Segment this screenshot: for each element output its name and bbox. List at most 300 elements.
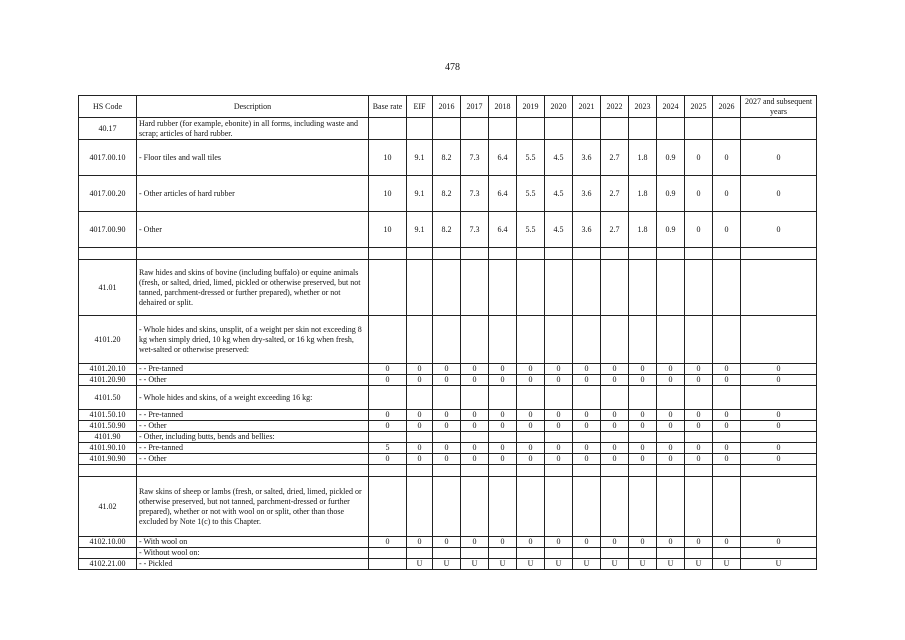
- rate-cell: [629, 548, 657, 559]
- column-header: 2017: [461, 96, 489, 118]
- rate-cell: U: [629, 559, 657, 570]
- rate-cell: [741, 432, 817, 443]
- rate-cell: [573, 316, 601, 364]
- table-row: [79, 118, 817, 140]
- table-row: [79, 443, 817, 454]
- table-header-row: [79, 96, 817, 118]
- description-cell: Raw hides and skins of bovine (including buffalo) or equine animals (fresh, or salted, dried, limed, pickled or otherwise preserved, but not tanned, parchment-dressed or further prepared), whether or not dehaired or split.: [137, 260, 369, 316]
- rate-cell: U: [545, 559, 573, 570]
- rate-cell: 0: [713, 537, 741, 548]
- rate-cell: 8.2: [433, 212, 461, 248]
- column-header: 2026: [713, 96, 741, 118]
- hs-code-cell: [79, 248, 137, 260]
- rate-cell: 5.5: [517, 212, 545, 248]
- rate-cell: U: [601, 559, 629, 570]
- hs-code-cell: 4102.10.00: [79, 537, 137, 548]
- tariff-schedule-table: [78, 95, 817, 570]
- rate-cell: [629, 386, 657, 410]
- rate-cell: [713, 248, 741, 260]
- rate-cell: [517, 477, 545, 537]
- rate-cell: [489, 260, 517, 316]
- rate-cell: [601, 477, 629, 537]
- description-cell: - - Pre-tanned: [137, 410, 369, 421]
- rate-cell: [657, 248, 685, 260]
- rate-cell: [433, 386, 461, 410]
- rate-cell: [489, 548, 517, 559]
- rate-cell: [713, 432, 741, 443]
- rate-cell: 0: [461, 421, 489, 432]
- rate-cell: [461, 477, 489, 537]
- rate-cell: [369, 386, 407, 410]
- rate-cell: 0: [407, 364, 433, 375]
- rate-cell: 0: [741, 212, 817, 248]
- rate-cell: U: [517, 559, 545, 570]
- column-header: 2018: [489, 96, 517, 118]
- rate-cell: 0: [685, 421, 713, 432]
- rate-cell: 0: [369, 364, 407, 375]
- rate-cell: 0: [573, 364, 601, 375]
- rate-cell: [517, 248, 545, 260]
- rate-cell: 0: [545, 375, 573, 386]
- rate-cell: [713, 260, 741, 316]
- rate-cell: [685, 316, 713, 364]
- rate-cell: [433, 548, 461, 559]
- rate-cell: [433, 477, 461, 537]
- rate-cell: [629, 432, 657, 443]
- rate-cell: [407, 316, 433, 364]
- column-header: Base rate: [369, 96, 407, 118]
- description-cell: - With wool on: [137, 537, 369, 548]
- rate-cell: 0: [713, 364, 741, 375]
- rate-cell: 0: [489, 454, 517, 465]
- rate-cell: 0: [517, 537, 545, 548]
- rate-cell: 0: [685, 140, 713, 176]
- rate-cell: 0: [573, 375, 601, 386]
- rate-cell: 0: [741, 421, 817, 432]
- rate-cell: [369, 118, 407, 140]
- column-header: 2021: [573, 96, 601, 118]
- rate-cell: [489, 248, 517, 260]
- rate-cell: [685, 477, 713, 537]
- rate-cell: [461, 316, 489, 364]
- rate-cell: [461, 386, 489, 410]
- rate-cell: 0: [545, 537, 573, 548]
- rate-cell: 0: [433, 410, 461, 421]
- rate-cell: 0: [713, 443, 741, 454]
- rate-cell: [741, 386, 817, 410]
- rate-cell: 0: [601, 375, 629, 386]
- rate-cell: 0: [433, 421, 461, 432]
- rate-cell: 0: [741, 375, 817, 386]
- description-cell: - Other: [137, 212, 369, 248]
- rate-cell: 0: [517, 421, 545, 432]
- rate-cell: [629, 260, 657, 316]
- rate-cell: 0: [657, 410, 685, 421]
- rate-cell: 0: [573, 454, 601, 465]
- rate-cell: [489, 465, 517, 477]
- rate-cell: [461, 248, 489, 260]
- rate-cell: 0: [657, 537, 685, 548]
- rate-cell: 2.7: [601, 140, 629, 176]
- rate-cell: [369, 548, 407, 559]
- description-cell: - Whole hides and skins, unsplit, of a weight per skin not exceeding 8 kg when simply dried, 10 kg when dry-salted, or 16 kg when fresh, wet-salted or otherwise preserved:: [137, 316, 369, 364]
- column-header: 2024: [657, 96, 685, 118]
- rate-cell: [657, 548, 685, 559]
- rate-cell: 4.5: [545, 212, 573, 248]
- rate-cell: 0: [713, 140, 741, 176]
- column-header: 2027 and subsequent years: [741, 96, 817, 118]
- rate-cell: 0: [657, 364, 685, 375]
- rate-cell: 0: [741, 443, 817, 454]
- rate-cell: [369, 260, 407, 316]
- rate-cell: 0: [369, 421, 407, 432]
- rate-cell: [573, 260, 601, 316]
- rate-cell: 0: [407, 537, 433, 548]
- rate-cell: 8.2: [433, 140, 461, 176]
- table-row: [79, 432, 817, 443]
- hs-code-cell: 4101.50.10: [79, 410, 137, 421]
- rate-cell: 0: [489, 443, 517, 454]
- rate-cell: 0: [461, 443, 489, 454]
- rate-cell: 7.3: [461, 176, 489, 212]
- rate-cell: 2.7: [601, 212, 629, 248]
- hs-code-cell: 40.17: [79, 118, 137, 140]
- rate-cell: 0: [517, 410, 545, 421]
- rate-cell: 0: [685, 364, 713, 375]
- rate-cell: 0: [489, 375, 517, 386]
- rate-cell: [407, 465, 433, 477]
- rate-cell: [461, 432, 489, 443]
- rate-cell: 0: [629, 375, 657, 386]
- rate-cell: 0: [601, 421, 629, 432]
- rate-cell: 0: [407, 410, 433, 421]
- rate-cell: U: [407, 559, 433, 570]
- rate-cell: 0: [741, 176, 817, 212]
- rate-cell: [685, 465, 713, 477]
- rate-cell: [461, 548, 489, 559]
- rate-cell: [741, 118, 817, 140]
- rate-cell: [433, 248, 461, 260]
- rate-cell: [545, 316, 573, 364]
- rate-cell: [713, 118, 741, 140]
- rate-cell: [489, 316, 517, 364]
- rate-cell: 0.9: [657, 176, 685, 212]
- rate-cell: [573, 548, 601, 559]
- table-row: [79, 140, 817, 176]
- description-cell: - Without wool on:: [137, 548, 369, 559]
- rate-cell: 0: [573, 410, 601, 421]
- rate-cell: 0: [517, 364, 545, 375]
- rate-cell: [407, 118, 433, 140]
- rate-cell: [489, 386, 517, 410]
- rate-cell: [741, 465, 817, 477]
- rate-cell: [629, 248, 657, 260]
- rate-cell: [713, 477, 741, 537]
- rate-cell: 9.1: [407, 212, 433, 248]
- rate-cell: [407, 386, 433, 410]
- hs-code-cell: 4017.00.90: [79, 212, 137, 248]
- rate-cell: [407, 548, 433, 559]
- rate-cell: [433, 465, 461, 477]
- rate-cell: [741, 548, 817, 559]
- rate-cell: [713, 465, 741, 477]
- rate-cell: 0: [685, 410, 713, 421]
- rate-cell: 10: [369, 176, 407, 212]
- rate-cell: [545, 432, 573, 443]
- rate-cell: 0: [741, 364, 817, 375]
- rate-cell: 2.7: [601, 176, 629, 212]
- rate-cell: [601, 548, 629, 559]
- rate-cell: U: [433, 559, 461, 570]
- rate-cell: [741, 477, 817, 537]
- table-row: [79, 375, 817, 386]
- rate-cell: [517, 548, 545, 559]
- rate-cell: [601, 316, 629, 364]
- column-header: 2023: [629, 96, 657, 118]
- rate-cell: [545, 118, 573, 140]
- rate-cell: 0: [461, 537, 489, 548]
- table-row: [79, 465, 817, 477]
- hs-code-cell: 4101.90.10: [79, 443, 137, 454]
- rate-cell: 0: [369, 410, 407, 421]
- rate-cell: [601, 248, 629, 260]
- rate-cell: [573, 118, 601, 140]
- hs-code-cell: 4101.90.90: [79, 454, 137, 465]
- rate-cell: U: [489, 559, 517, 570]
- rate-cell: 0: [685, 537, 713, 548]
- hs-code-cell: 4102.21.00: [79, 559, 137, 570]
- hs-code-cell: 41.01: [79, 260, 137, 316]
- rate-cell: [741, 316, 817, 364]
- table-row: [79, 260, 817, 316]
- rate-cell: [407, 248, 433, 260]
- rate-cell: 0: [545, 410, 573, 421]
- rate-cell: U: [461, 559, 489, 570]
- rate-cell: [573, 248, 601, 260]
- rate-cell: 0: [461, 454, 489, 465]
- column-header: 2016: [433, 96, 461, 118]
- rate-cell: U: [685, 559, 713, 570]
- rate-cell: 0: [433, 375, 461, 386]
- rate-cell: 10: [369, 140, 407, 176]
- rate-cell: [573, 477, 601, 537]
- rate-cell: [713, 316, 741, 364]
- hs-code-cell: 4101.20.90: [79, 375, 137, 386]
- rate-cell: 0: [685, 443, 713, 454]
- rate-cell: [369, 248, 407, 260]
- table-row: [79, 454, 817, 465]
- rate-cell: [685, 248, 713, 260]
- rate-cell: [545, 386, 573, 410]
- rate-cell: [461, 465, 489, 477]
- rate-cell: 0: [461, 410, 489, 421]
- rate-cell: [713, 548, 741, 559]
- column-header: 2025: [685, 96, 713, 118]
- rate-cell: [741, 260, 817, 316]
- description-cell: - Other articles of hard rubber: [137, 176, 369, 212]
- rate-cell: [489, 477, 517, 537]
- rate-cell: [369, 477, 407, 537]
- rate-cell: 3.6: [573, 140, 601, 176]
- rate-cell: 0: [369, 454, 407, 465]
- rate-cell: 0: [545, 364, 573, 375]
- rate-cell: [685, 260, 713, 316]
- rate-cell: 0: [741, 410, 817, 421]
- rate-cell: [629, 477, 657, 537]
- description-cell: - - Pre-tanned: [137, 364, 369, 375]
- rate-cell: 0: [601, 443, 629, 454]
- hs-code-cell: 4017.00.10: [79, 140, 137, 176]
- rate-cell: 1.8: [629, 176, 657, 212]
- rate-cell: 0: [517, 375, 545, 386]
- rate-cell: [685, 432, 713, 443]
- rate-cell: [489, 118, 517, 140]
- description-cell: - - Pre-tanned: [137, 443, 369, 454]
- rate-cell: 0: [433, 537, 461, 548]
- rate-cell: [629, 316, 657, 364]
- table-row: [79, 537, 817, 548]
- table-row: [79, 316, 817, 364]
- rate-cell: [433, 316, 461, 364]
- hs-code-cell: 4101.20.10: [79, 364, 137, 375]
- rate-cell: [629, 118, 657, 140]
- rate-cell: 0: [741, 140, 817, 176]
- rate-cell: 0: [657, 375, 685, 386]
- rate-cell: [545, 248, 573, 260]
- rate-cell: 1.8: [629, 212, 657, 248]
- rate-cell: 0: [685, 454, 713, 465]
- column-header: EIF: [407, 96, 433, 118]
- rate-cell: 9.1: [407, 176, 433, 212]
- rate-cell: 0: [517, 454, 545, 465]
- rate-cell: [407, 260, 433, 316]
- rate-cell: [545, 548, 573, 559]
- rate-cell: 0: [489, 537, 517, 548]
- rate-cell: 0: [629, 421, 657, 432]
- rate-cell: 0: [573, 537, 601, 548]
- description-cell: - - Other: [137, 454, 369, 465]
- rate-cell: [407, 432, 433, 443]
- rate-cell: 0: [657, 421, 685, 432]
- rate-cell: [657, 477, 685, 537]
- table-row: [79, 248, 817, 260]
- rate-cell: 0: [433, 443, 461, 454]
- rate-cell: [517, 118, 545, 140]
- description-cell: - - Other: [137, 421, 369, 432]
- rate-cell: 3.6: [573, 176, 601, 212]
- rate-cell: [433, 260, 461, 316]
- rate-cell: [657, 386, 685, 410]
- rate-cell: [369, 316, 407, 364]
- table-row: [79, 212, 817, 248]
- rate-cell: 4.5: [545, 176, 573, 212]
- rate-cell: 0: [407, 375, 433, 386]
- rate-cell: 6.4: [489, 176, 517, 212]
- table-row: [79, 410, 817, 421]
- rate-cell: 0: [573, 443, 601, 454]
- rate-cell: [545, 477, 573, 537]
- rate-cell: [489, 432, 517, 443]
- rate-cell: [657, 316, 685, 364]
- rate-cell: U: [657, 559, 685, 570]
- description-cell: - Floor tiles and wall tiles: [137, 140, 369, 176]
- rate-cell: 0: [601, 364, 629, 375]
- rate-cell: 0: [713, 212, 741, 248]
- rate-cell: [741, 248, 817, 260]
- rate-cell: 3.6: [573, 212, 601, 248]
- rate-cell: 0: [407, 443, 433, 454]
- rate-cell: 5: [369, 443, 407, 454]
- table-row: [79, 548, 817, 559]
- rate-cell: 7.3: [461, 140, 489, 176]
- rate-cell: [433, 432, 461, 443]
- rate-cell: [369, 465, 407, 477]
- rate-cell: 0: [433, 364, 461, 375]
- rate-cell: 0: [629, 537, 657, 548]
- rate-cell: [517, 465, 545, 477]
- table-row: [79, 559, 817, 570]
- hs-code-cell: 4101.50.90: [79, 421, 137, 432]
- hs-code-cell: 4101.90: [79, 432, 137, 443]
- rate-cell: 0: [433, 454, 461, 465]
- rate-cell: [657, 260, 685, 316]
- rate-cell: [601, 386, 629, 410]
- rate-cell: [685, 118, 713, 140]
- rate-cell: [573, 465, 601, 477]
- rate-cell: 5.5: [517, 176, 545, 212]
- rate-cell: [685, 548, 713, 559]
- rate-cell: 0: [741, 454, 817, 465]
- rate-cell: [601, 465, 629, 477]
- rate-cell: 6.4: [489, 212, 517, 248]
- rate-cell: 0: [489, 410, 517, 421]
- rate-cell: [601, 260, 629, 316]
- column-header: 2020: [545, 96, 573, 118]
- rate-cell: 0: [545, 454, 573, 465]
- rate-cell: 0: [713, 410, 741, 421]
- rate-cell: [601, 432, 629, 443]
- hs-code-cell: 4101.50: [79, 386, 137, 410]
- rate-cell: 0: [713, 176, 741, 212]
- rate-cell: 9.1: [407, 140, 433, 176]
- rate-cell: 0: [545, 421, 573, 432]
- rate-cell: U: [573, 559, 601, 570]
- rate-cell: 7.3: [461, 212, 489, 248]
- rate-cell: U: [713, 559, 741, 570]
- rate-cell: 0: [573, 421, 601, 432]
- rate-cell: [601, 118, 629, 140]
- table-row: [79, 386, 817, 410]
- rate-cell: [461, 118, 489, 140]
- rate-cell: 0: [741, 537, 817, 548]
- rate-cell: [629, 465, 657, 477]
- rate-cell: [573, 432, 601, 443]
- hs-code-cell: [79, 465, 137, 477]
- rate-cell: 0: [489, 364, 517, 375]
- description-cell: - - Other: [137, 375, 369, 386]
- description-cell: Hard rubber (for example, ebonite) in all forms, including waste and scrap; articles of hard rubber.: [137, 118, 369, 140]
- rate-cell: 0: [629, 454, 657, 465]
- column-header: Description: [137, 96, 369, 118]
- rate-cell: 0: [713, 421, 741, 432]
- rate-cell: 0: [601, 410, 629, 421]
- rate-cell: [657, 432, 685, 443]
- hs-code-cell: 4101.20: [79, 316, 137, 364]
- column-header: 2022: [601, 96, 629, 118]
- rate-cell: [657, 118, 685, 140]
- description-cell: - Whole hides and skins, of a weight exceeding 16 kg:: [137, 386, 369, 410]
- rate-cell: U: [741, 559, 817, 570]
